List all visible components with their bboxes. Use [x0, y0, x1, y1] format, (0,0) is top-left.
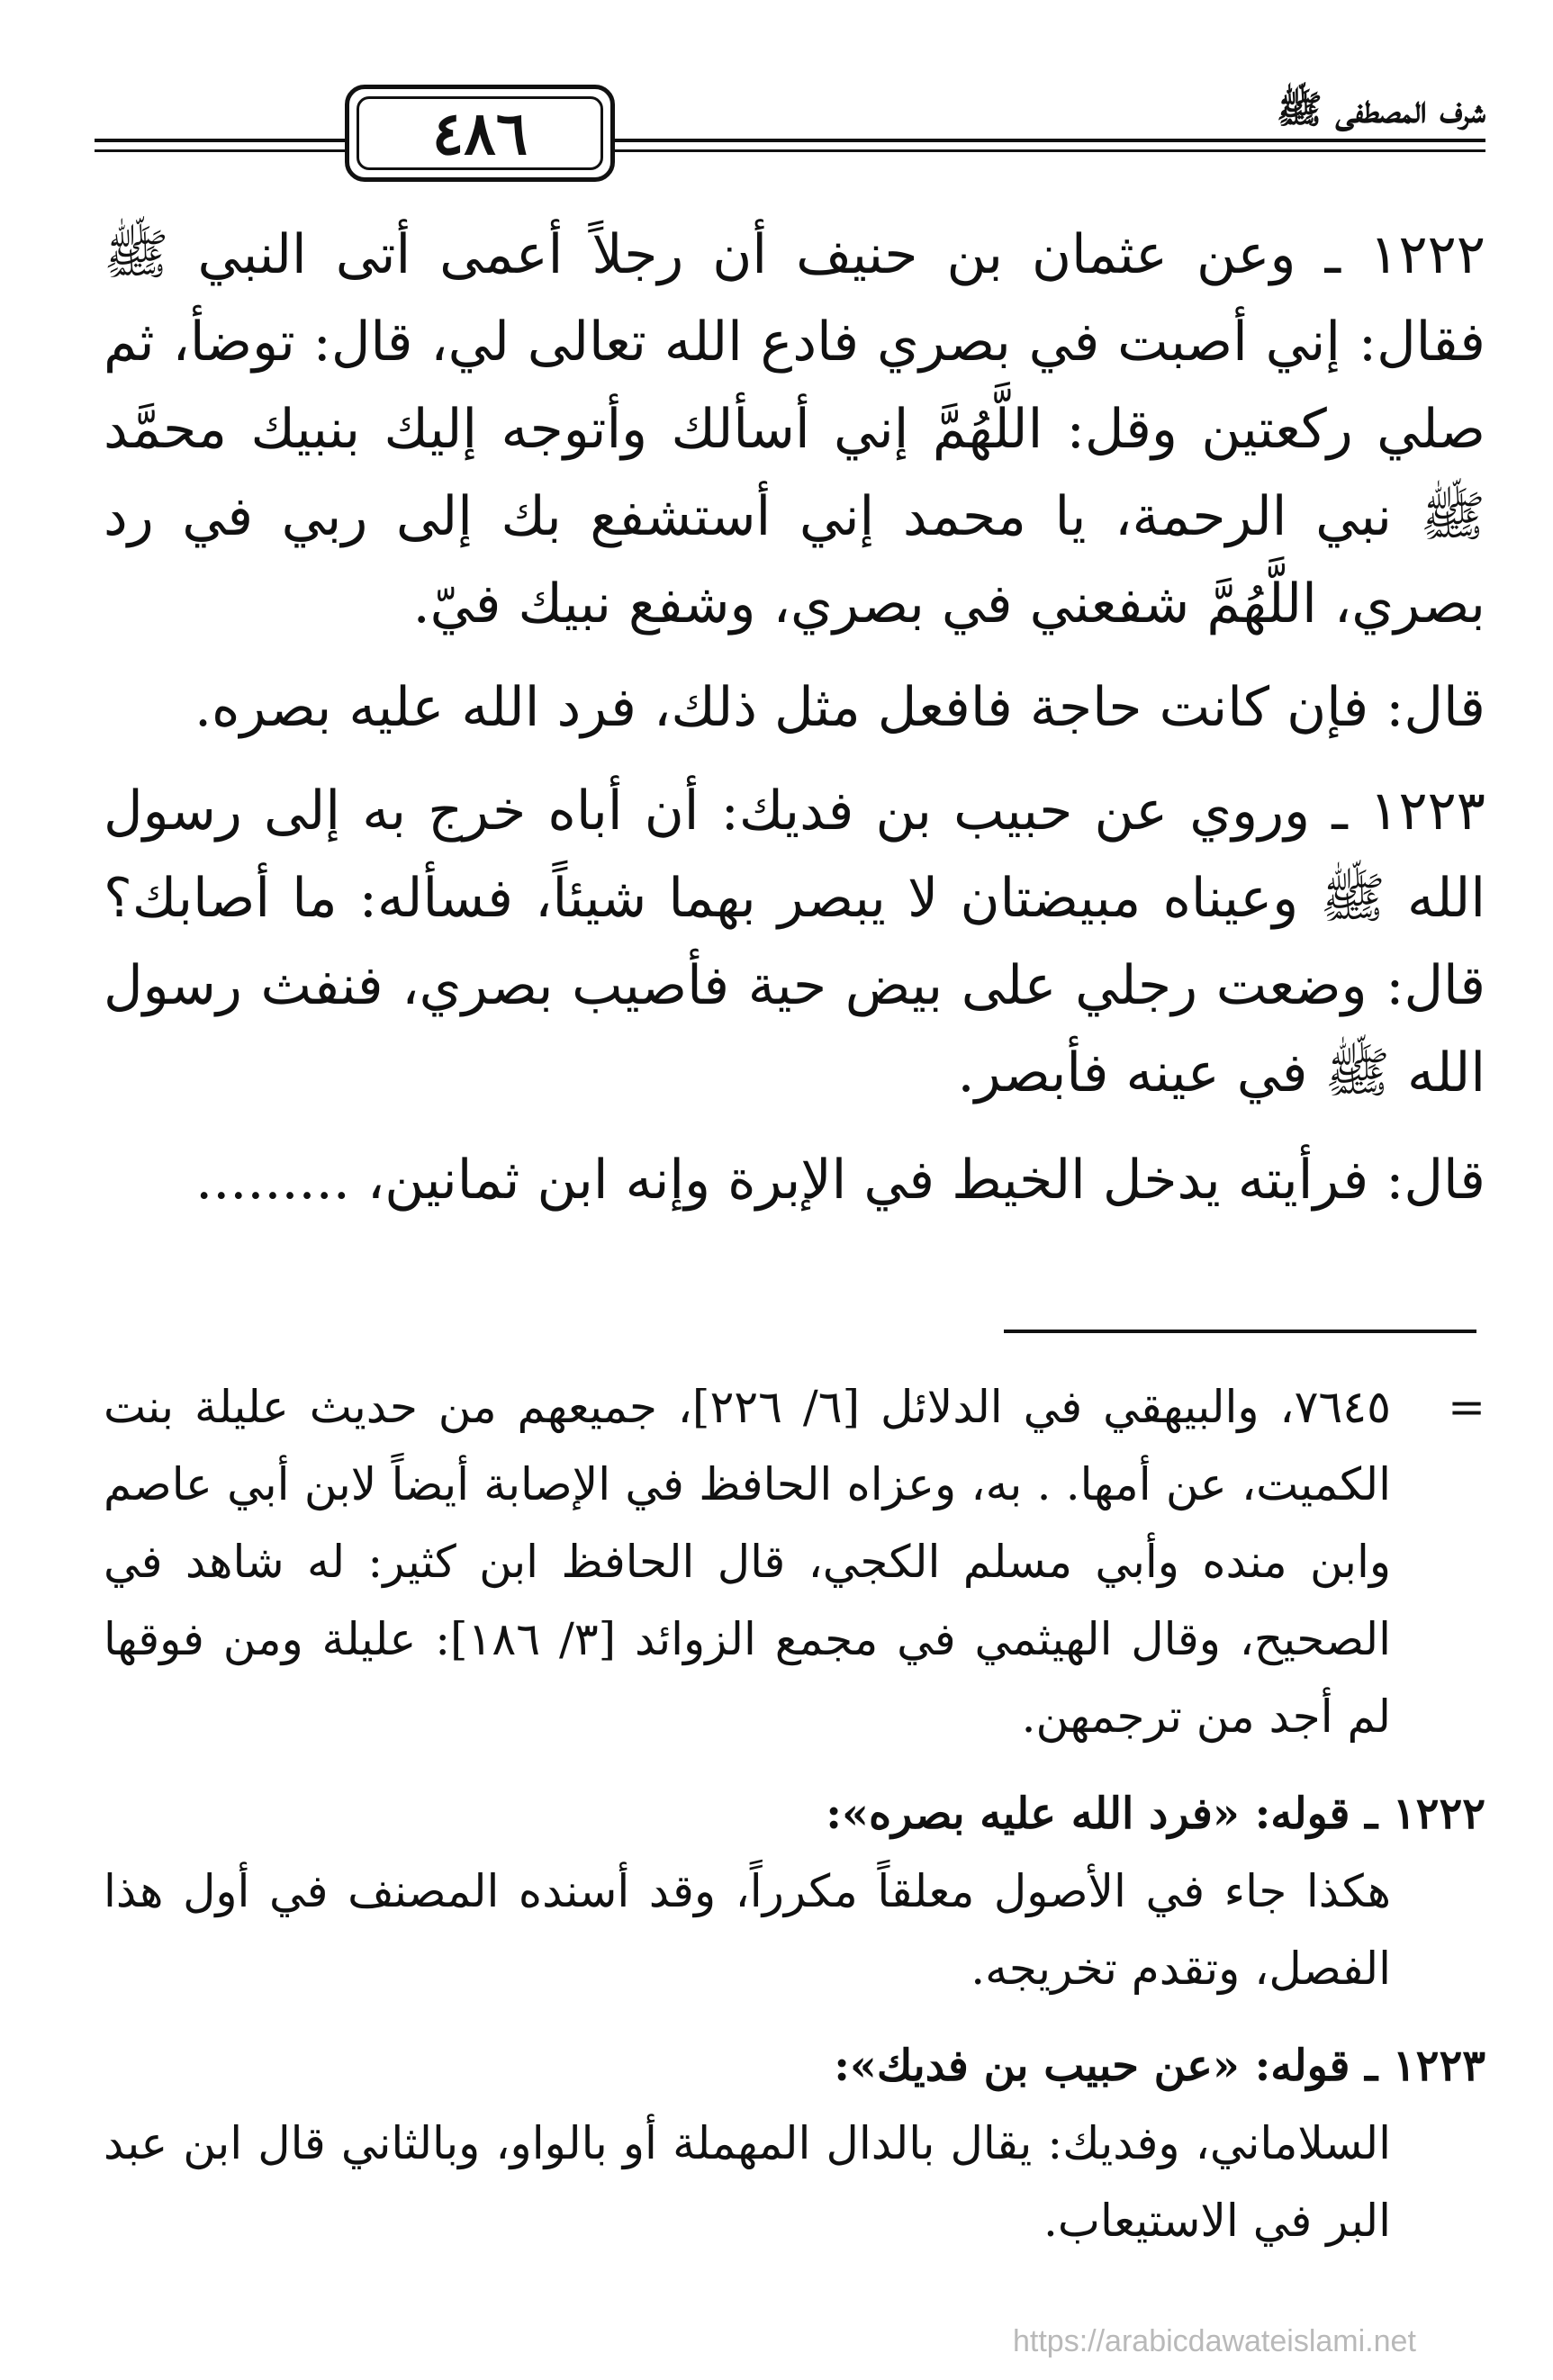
hadith-1222-conclusion: قال: فإن كانت حاجة فافعل مثل ذلك، فرد الله عليه بصره.: [194, 676, 1485, 739]
footnote-continuation-text: ٧٦٤٥، والبيهقي في الدلائل [٦/ ٢٢٦]، جميعهم من حديث عليلة بنت الكميت، عن أمها. . به، وعزاه الحافظ في الإصابة أيضاً لابن أبي عاصم وابن منده وأبي مسلم الكجي، قال الحافظ ابن كثير: له شاهد في الصحيح، وقال الهيثمي في مجمع الزوائد [٣/ ١٨٦]: عليلة ومن فوقها لم أجد من ترجمهن.: [104, 1381, 1391, 1743]
footnote-1222-heading: ١٢٢٢ ـ قوله: «فرد الله عليه بصره»:: [826, 1789, 1485, 1839]
page-number-frame: [345, 85, 615, 182]
ellipsis-dots: .........: [195, 1149, 350, 1212]
page-header: [95, 77, 1485, 185]
hadith-1223: ١٢٢٣ ـ وروي عن حبيب بن فديك: أن أباه خرج به إلى رسول الله ﷺ وعيناه مبيضتان لا يبصر بهما شيئاً، فسأله: ما أصابك؟ قال: وضعت رجلي على بيض حية فأصيب بصري، فنفث رسول الله ﷺ في عينه فأبصر.: [104, 780, 1485, 1104]
footnote-continuation: [104, 1368, 1485, 1755]
footnote-1223-body: السلاماني، وفديك: يقال بالدال المهملة أو بالواو، وبالثاني قال ابن عبد البر في الاستيعاب.: [104, 2117, 1391, 2247]
header-rule-thin: [95, 149, 1485, 152]
continuation-mark: =: [1448, 1381, 1485, 1433]
watermark-url: https://arabicdawateislami.net: [1013, 2324, 1416, 2358]
main-text: [104, 212, 1485, 1224]
footnote-1222-body: هكذا جاء في الأصول معلقاً مكرراً، وقد أسنده المصنف في أول هذا الفصل، وتقدم تخريجه.: [104, 1865, 1391, 1995]
page-number: ٤٨٦: [431, 98, 528, 168]
footnotes: [104, 1368, 1485, 2259]
conclusion-text: قال: فرأيته يدخل الخيط في الإبرة وإنه ابن ثمانين،: [366, 1149, 1485, 1212]
footnote-1223-heading: ١٢٢٣ ـ قوله: «عن حبيب بن فديك»:: [834, 2041, 1485, 2091]
hadith-1223-conclusion: [104, 1137, 1485, 1224]
running-title: شرف المصطفى ﷺ: [1276, 87, 1485, 131]
footnote-separator: [1004, 1330, 1476, 1333]
hadith-1222: ١٢٢٢ ـ وعن عثمان بن حنيف أن رجلاً أعمى أتى النبي ﷺ فقال: إني أصبت في بصري فادع الله تعالى لي، قال: توضأ، ثم صلي ركعتين وقل: اللَّهُمَّ إني أسألك وأتوجه إليك بنبيك محمَّد ﷺ نبي الرحمة، يا محمد إني أستشفع بك إلى ربي في رد بصري، اللَّهُمَّ شفعني في بصري، وشفع نبيك فيّ.: [104, 223, 1485, 636]
